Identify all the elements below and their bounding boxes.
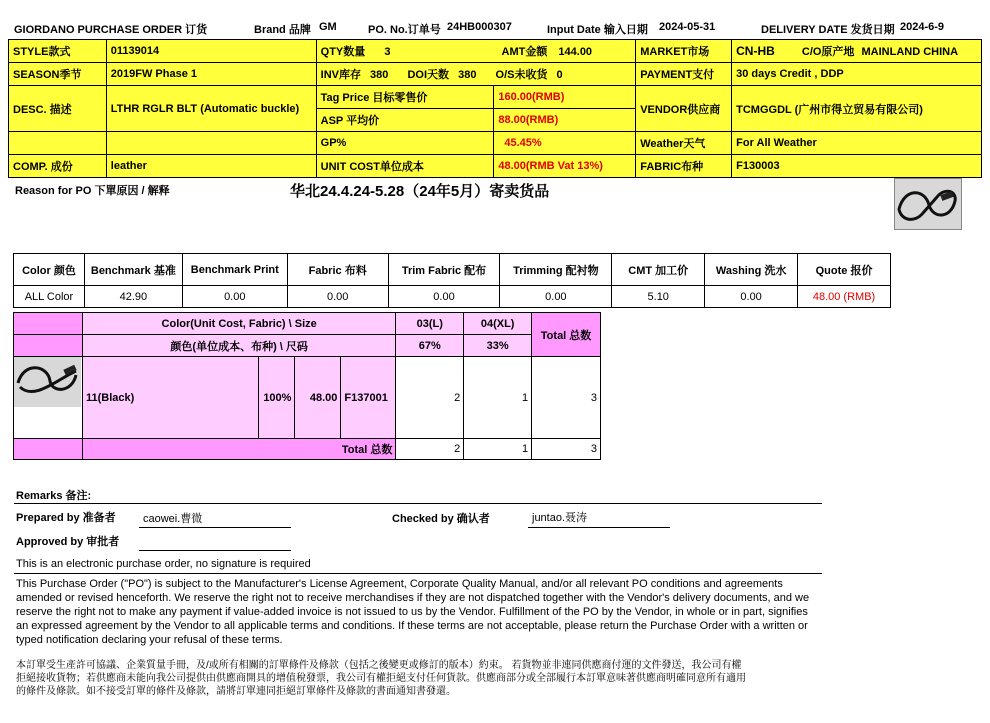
size-pct-l: 67% [396,335,464,357]
brand-label: Brand 品牌 [254,24,311,36]
unit-cost-value: 48.00(RMB Vat 13%) [494,155,636,178]
cost-cell-benchmark-print: 0.00 [182,286,287,308]
checked-by-label: Checked by 确认者 [392,513,490,525]
size-header-l: 03(L) [396,313,464,335]
reason-label: Reason for PO 下單原因 / 解释 [15,185,170,197]
cost-cell-washing: 0.00 [705,286,798,308]
delivery-date-value: 2024-6-9 [900,21,945,33]
size-footer-total: 3 [532,439,601,460]
qty-row-total: 3 [532,357,601,439]
legal-en-line: reserve the right not to make any payment if value-added invoice is not issued to us by the Vendor. Fulfillment of the PO by the Vendor, in whole or in part, signifies [16,606,808,618]
amt-value: 144.00 [558,46,593,58]
market-origin-cell [732,40,982,63]
remarks-divider [14,503,822,504]
weather-value: For All Weather [732,132,982,155]
fabric-value: F130003 [732,155,982,178]
qty-label: QTY数量 [320,46,366,58]
doi-label: DOI天数 [407,69,450,81]
style-value: 01139014 [106,40,316,63]
desc-value: LTHR RGLR BLT (Automatic buckle) [106,86,316,132]
weather-label: Weather天气 [636,132,732,155]
vendor-label: VENDOR供应商 [636,86,732,132]
size-table [13,312,601,460]
legal-chinese [16,659,826,698]
cost-header-trim-fabric: Trim Fabric 配布 [388,254,500,286]
inv-value: 380 [370,69,389,81]
input-date-value: 2024-05-31 [659,21,716,33]
size-header-line1: Color(Unit Cost, Fabric) \ Size [82,313,395,335]
size-header-line2: 颜色(单位成本、布种) \ 尺码 [82,335,395,357]
approved-by-line [139,550,291,551]
inv-cell [316,63,636,86]
cost-cell-quote: 48.00 (RMB) [798,286,891,308]
style-label: STYLE款式 [9,40,107,63]
qty-amt-cell [316,40,636,63]
legal-en-line: typed notification declaring your refusal of these terms. [16,634,283,646]
brand-value: GM [319,21,337,33]
reason-value: 华北24.4.24-5.28（24年5月）寄卖货品 [290,183,550,200]
legal-english [16,577,826,647]
prepared-by-line [139,527,291,528]
cost-table [13,253,891,308]
approved-by-label: Approved by 审批者 [16,536,120,548]
tag-price-label: Tag Price 目标零售价 [316,86,494,109]
color-swatch-image [14,357,81,407]
delivery-date-label: DELIVERY DATE 发货日期 [761,24,895,36]
fabric-label: FABRIC布种 [636,155,732,178]
legal-zh-line: 的條件及條款。如不接受訂單的條件及條款，請將訂單連同拒絕訂單條件及條款的書面通知書發還。 [16,686,456,697]
remarks-label: Remarks 备注: [16,490,92,502]
color-name-cell: 11(Black) [82,357,258,439]
electronic-po-note: This is an electronic purchase order, no signature is required [16,558,311,570]
belt-swatch-icon [14,357,81,407]
cost-cell-cmt: 5.10 [612,286,705,308]
color-fabric-cell: F137001 [341,357,396,439]
doi-value: 380 [458,69,477,81]
os-label: O/S未收货 [495,69,548,81]
color-pct-cell: 100% [259,357,295,439]
legal-en-line: amended or revised henceforth. We reserve the right not to receive merchandises if they are not dispatched together with the Vendor's delivery documents, and we [16,592,810,604]
belt-image-icon [895,179,961,229]
legal-en-line: an expressed agreement by the Vendor to all applicable terms and conditions. If these terms are not acceptable, please return the Purchase Order with a written or [16,620,808,632]
prepared-by-value: caowei.曹微 [143,513,203,525]
legal-zh-line: 拒絕接收貨物；若供應商未能向我公司提供由供應商開具的增值稅發票，我公司有權拒絕支付任何貨款。供應商部分或全部履行本訂單意味著供應商明確同意所有適用 [16,673,746,684]
season-value: 2019FW Phase 1 [106,63,316,86]
legal-divider [14,573,822,574]
comp-label: COMP. 成份 [9,155,107,178]
desc-label: DESC. 描述 [9,86,107,132]
checked-by-value: juntao.聂涛 [532,512,588,524]
checked-by-line [528,527,670,528]
cost-header-benchmark: Benchmark 基准 [84,254,182,286]
gp-value: 45.45% [494,132,636,155]
tag-price-value: 160.00(RMB) [494,86,636,109]
legal-en-line: This Purchase Order ("PO") is subject to the Manufacturer's License Agreement, Corporate Quality Manual, and/or all relevant PO conditions and agreements [16,578,783,590]
po-info-table [8,39,982,178]
cost-header-trimming: Trimming 配衬物 [500,254,612,286]
product-thumbnail [894,178,962,230]
po-title: GIORDANO PURCHASE ORDER 订货 [14,24,208,36]
cost-cell-trim-fabric: 0.00 [388,286,500,308]
cost-cell-benchmark: 42.90 [84,286,182,308]
vendor-value: TCMGGDL (广州市得立贸易有限公司) [732,86,982,132]
season-label: SEASON季节 [9,63,107,86]
qty-value: 3 [384,46,391,58]
cost-header-cmt: CMT 加工价 [612,254,705,286]
size-footer-xl: 1 [464,439,532,460]
origin-value: MAINLAND CHINA [861,46,959,58]
color-cost-cell: 48.00 [295,357,341,439]
unit-cost-label: UNIT COST单位成本 [316,155,494,178]
payment-label: PAYMENT支付 [636,63,732,86]
size-footer-label: Total 总数 [82,439,395,460]
origin-label: C/O原产地 [801,46,855,58]
size-header-xl: 04(XL) [464,313,532,335]
size-pct-xl: 33% [464,335,532,357]
color-swatch-cell [14,357,83,439]
payment-value: 30 days Credit , DDP [732,63,982,86]
cost-header-fabric: Fabric 布料 [287,254,388,286]
cost-header-washing: Washing 洗水 [705,254,798,286]
qty-cell-l: 2 [396,357,464,439]
qty-cell-xl: 1 [464,357,532,439]
prepared-by-label: Prepared by 准备者 [16,512,116,524]
os-value: 0 [556,69,563,81]
asp-label: ASP 平均价 [316,109,494,132]
asp-value: 88.00(RMB) [494,109,636,132]
size-header-total: Total 总数 [532,313,601,357]
amt-label: AMT金额 [501,46,548,58]
gp-label: GP% [316,132,494,155]
cost-cell-trimming: 0.00 [500,286,612,308]
inv-label: INV库存 [320,69,361,81]
po-number-value: 24HB000307 [447,21,512,33]
cost-cell-color: ALL Color [14,286,85,308]
po-number-label: PO. No.订单号 [368,24,441,36]
size-footer-l: 2 [396,439,464,460]
legal-zh-line: 本訂單受生產許可協議、企業質量手冊，及/或所有相關的訂單條件及條款（包括之後變更或修訂的版本）約束。 若貨物並非連同供應商付運的文件發送，我公司有權 [16,660,742,671]
market-value: CN-HB [736,44,775,58]
cost-cell-fabric: 0.00 [287,286,388,308]
comp-value: leather [106,155,316,178]
input-date-label: Input Date 输入日期 [547,24,648,36]
cost-header-benchmark-print: Benchmark Print [182,254,287,286]
market-label: MARKET市场 [636,40,732,63]
cost-header-quote: Quote 报价 [798,254,891,286]
cost-header-color: Color 颜色 [14,254,85,286]
